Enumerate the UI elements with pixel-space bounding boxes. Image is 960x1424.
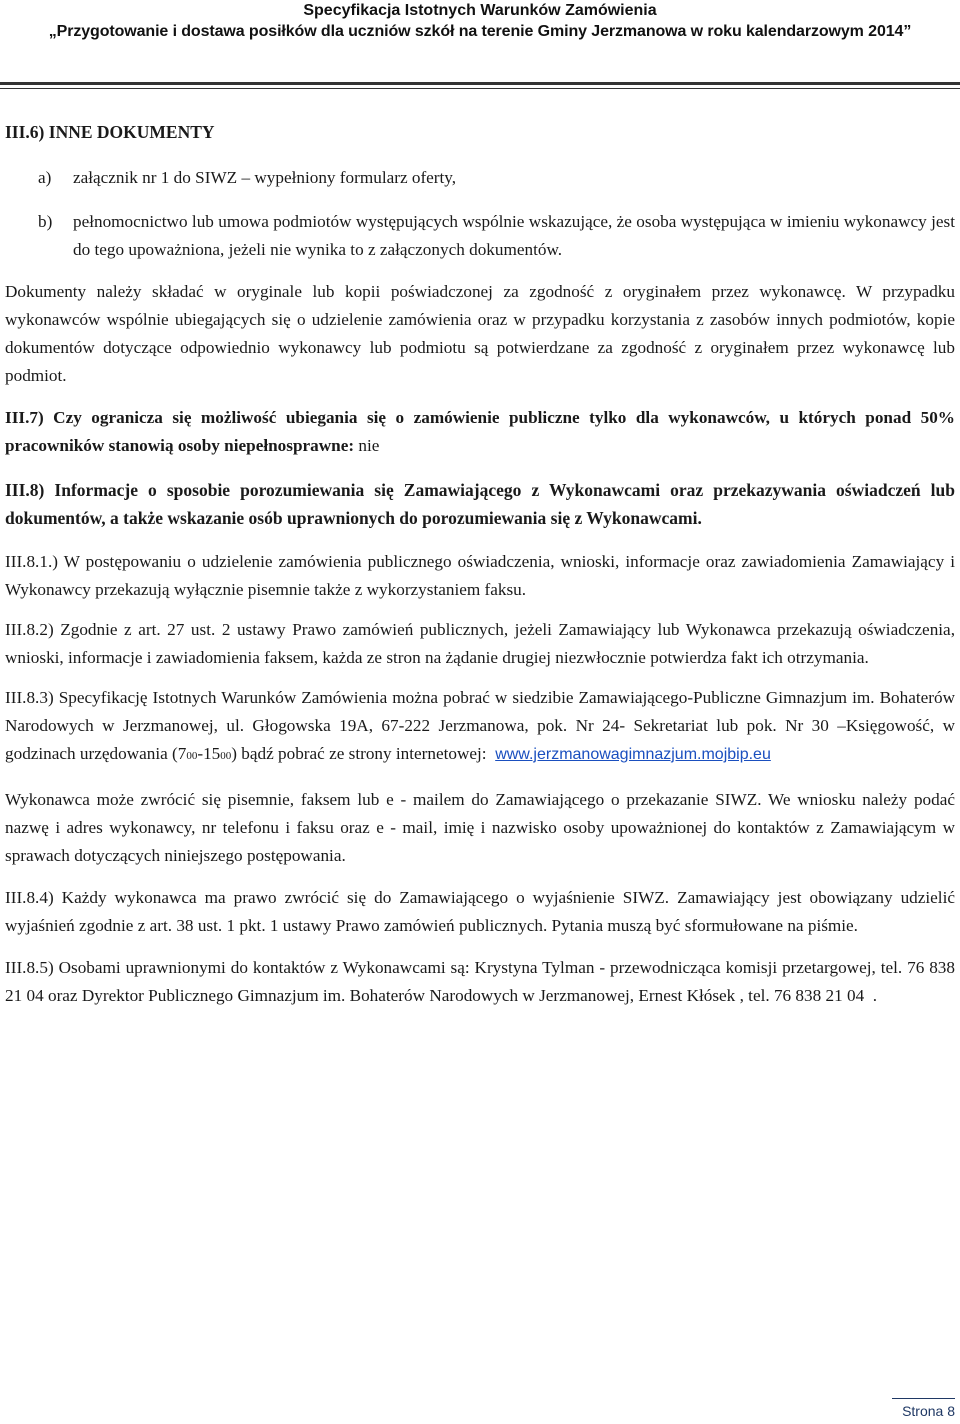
section-3-7-answer: nie [358,436,380,455]
paragraph-3-8-3 [5,684,955,770]
list-item-a [5,164,955,192]
header-title: Specyfikacja Istotnych Warunków Zamówienia [303,2,657,19]
paragraph-joint-bidders-text: W przypadku wykonawców wspólnie ubiegających się o udzielenie zamówienia oraz w przypadku korzystania z zasobów innych podmiotów, kopie dokumentów dotyczące odpowiednio wykonawcy lub podmiotu są potwierdzane za zgodność z oryginałem przez wykonawcę lub podmiot. [5,282,955,385]
page-header [0,0,960,43]
paragraph-3-8-5 [5,954,955,1010]
section-3-7-question: III.7) Czy ogranicza się możliwość ubiegania się o zamówienie publiczne tylko dla wykonawców, u których ponad 50% pracowników stanowią osoby niepełnosprawne: [5,408,955,455]
paragraph-3-8-2: III.8.2) Zgodnie z art. 27 ust. 2 ustawy Prawo zamówień publicznych, jeżeli Zamawiający lub Wykonawca przekazują oświadczenia, wnioski, informacje i zawiadomienia faksem, każda ze stron na żądanie drugiej niezwłocznie potwierdza fakt ich otrzymania. [5,620,955,667]
header-subtitle: „Przygotowanie i dostawa posiłków dla uczniów szkół na terenie Gminy Jerzmanowa w roku kalendarzowym 2014” [48,23,912,40]
list-item-a-text: załącznik nr 1 do SIWZ – wypełniony formularz oferty, [73,168,457,187]
paragraph-request-siwz: Wykonawca może zwrócić się pisemnie, faksem lub e - mailem do Zamawiającego o przekazanie SIWZ. We wniosku należy podać nazwę i adres wykonawcy, nr telefonu i faksu oraz e - mail, imię i nazwisko osoby upoważnionej do kontaktów z Zamawiającym w sprawach dotyczących niniejszego postępowania. [5,790,955,865]
page-footer [892,1398,955,1419]
list-item-b-text: pełnomocnictwo lub umowa podmiotów występujących wspólnie wskazujące, że osoba występująca w imieniu wykonawcy jest do tego upoważniona, jeżeli nie wynika to z załączonych dokumentów. [73,212,955,259]
paragraph-3-8-1: III.8.1.) W postępowaniu o udzielenie zamówienia publicznego oświadczenia, wnioski, informacje oraz zawiadomienia Zamawiający i Wykonawcy przekazują wyłącznie pisemnie także z wykorzystaniem faksu. [5,552,955,599]
list-item-b [5,208,955,264]
list-marker-b: b) [38,212,53,231]
paragraph-3-8-5-text: III.8.5) Osobami uprawnionymi do kontaktów z Wykonawcami są: Krystyna Tylman - przewodnicząca komisji przetargowej, tel. 76 838 21 04 oraz Dyrektor Publicznego Gimnazjum im. Bohaterów Narodowych w Jerzmanowej, Ernest Kłósek , tel. 76 838 21 04 [5,958,955,1005]
website-link[interactable]: www.jerzmanowagimnazjum.mojbip.eu [495,746,771,763]
section-heading-3-6: III.6) INNE DOKUMENTY [5,122,215,142]
hours-end-minutes: 00 [220,750,232,762]
document-body [5,118,955,1010]
hours-end: -15 [197,744,221,763]
page-number: Strona 8 [902,1403,955,1419]
section-heading-3-8: III.8) Informacje o sposobie porozumiewania się Zamawiającego z Wykonawcami oraz przekazywania oświadczeń lub dokumentów, a także wskazanie osób uprawnionych do porozumiewania się z Wykonawcami. [5,480,955,528]
hours-start-minutes: 00 [186,750,198,762]
paragraph-3-8-3-text: III.8.3) Specyfikację Istotnych Warunków Zamówienia można pobrać w siedzibie Zamawiającego-Publiczne Gimnazjum im. Bohaterów Narodowych w Jerzmanowej, ul. Głogowska 19A, 67-222 Jerzmanowa, pok. Nr 24- Sekretariat lub pok. Nr 30 –Księgowość, w godzinach urzędowania (7 [5,688,955,763]
paragraph-3-8-4: III.8.4) Każdy wykonawca ma prawo zwrócić się do Zamawiającego o wyjaśnienie SIWZ. Zamawiający jest obowiązany udzielić wyjaśnień zgodnie z art. 38 ust. 1 pkt. 1 ustawy Prawo zamówień publicznych. Pytania muszą być sformułowane na piśmie. [5,888,955,935]
section-3-7 [5,404,955,460]
header-rule-thick [0,82,960,85]
paragraph-documents [5,278,955,390]
paragraph-3-8-3-tail: ) bądź pobrać ze strony internetowej: [231,744,487,763]
header-rule-thin [0,88,960,89]
list-marker-a: a) [38,168,52,187]
paragraph-3-8-5-end: . [872,986,878,1005]
paragraph-documents-text: Dokumenty należy składać w oryginale lub kopii poświadczonej za zgodność z oryginałem przez wykonawcę. [5,282,846,301]
